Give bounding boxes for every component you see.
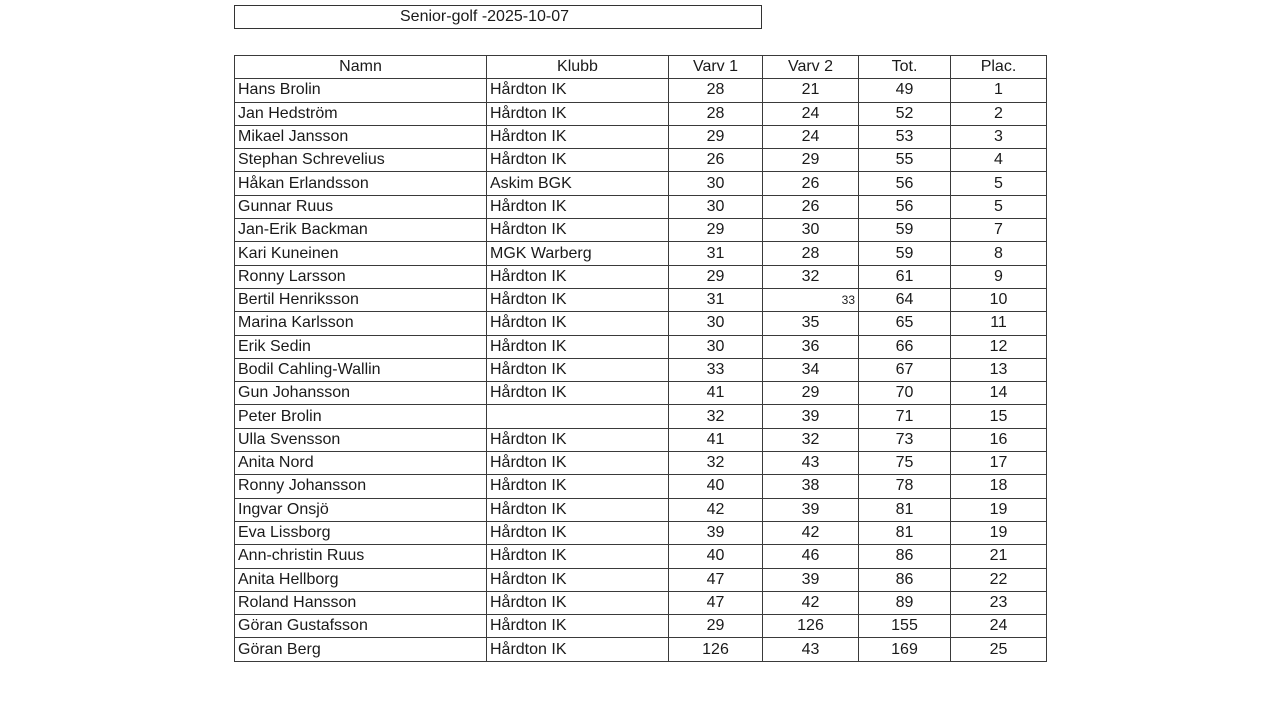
cell-place: 9 — [951, 265, 1047, 288]
cell-round1: 40 — [669, 475, 763, 498]
cell-name: Gun Johansson — [235, 382, 487, 405]
header-club: Klubb — [487, 56, 669, 79]
cell-round2: 39 — [763, 568, 859, 591]
cell-total: 55 — [859, 149, 951, 172]
cell-total: 65 — [859, 312, 951, 335]
cell-round2: 24 — [763, 125, 859, 148]
cell-club: Hårdton IK — [487, 382, 669, 405]
cell-name: Peter Brolin — [235, 405, 487, 428]
cell-club: Hårdton IK — [487, 335, 669, 358]
cell-club: Hårdton IK — [487, 265, 669, 288]
cell-club: Hårdton IK — [487, 521, 669, 544]
cell-round2: 29 — [763, 382, 859, 405]
table-row — [235, 638, 1047, 661]
cell-round1: 32 — [669, 405, 763, 428]
cell-round1: 26 — [669, 149, 763, 172]
cell-club — [487, 405, 669, 428]
cell-round1: 126 — [669, 638, 763, 661]
table-row — [235, 475, 1047, 498]
cell-round2: 39 — [763, 405, 859, 428]
cell-round2: 43 — [763, 452, 859, 475]
cell-place: 22 — [951, 568, 1047, 591]
cell-club: Hårdton IK — [487, 79, 669, 102]
cell-round1: 41 — [669, 382, 763, 405]
cell-name: Jan-Erik Backman — [235, 219, 487, 242]
table-row — [235, 521, 1047, 544]
cell-round2: 24 — [763, 102, 859, 125]
cell-round2: 30 — [763, 219, 859, 242]
cell-round1: 39 — [669, 521, 763, 544]
cell-total: 56 — [859, 195, 951, 218]
cell-place: 19 — [951, 498, 1047, 521]
table-row — [235, 242, 1047, 265]
table-row — [235, 358, 1047, 381]
cell-total: 64 — [859, 288, 951, 311]
cell-total: 70 — [859, 382, 951, 405]
cell-total: 155 — [859, 615, 951, 638]
cell-total: 49 — [859, 79, 951, 102]
cell-total: 86 — [859, 568, 951, 591]
cell-total: 71 — [859, 405, 951, 428]
cell-name: Ulla Svensson — [235, 428, 487, 451]
cell-round2: 126 — [763, 615, 859, 638]
cell-place: 5 — [951, 195, 1047, 218]
document-title: Senior-golf -2025-10-07 — [234, 5, 762, 29]
cell-round2: 29 — [763, 149, 859, 172]
cell-place: 24 — [951, 615, 1047, 638]
cell-place: 11 — [951, 312, 1047, 335]
cell-club: Hårdton IK — [487, 219, 669, 242]
cell-name: Kari Kuneinen — [235, 242, 487, 265]
cell-place: 5 — [951, 172, 1047, 195]
cell-name: Ronny Johansson — [235, 475, 487, 498]
cell-total: 169 — [859, 638, 951, 661]
cell-name: Mikael Jansson — [235, 125, 487, 148]
cell-total: 78 — [859, 475, 951, 498]
cell-place: 12 — [951, 335, 1047, 358]
cell-club: Hårdton IK — [487, 615, 669, 638]
cell-total: 53 — [859, 125, 951, 148]
cell-round1: 29 — [669, 265, 763, 288]
cell-place: 16 — [951, 428, 1047, 451]
cell-name: Hans Brolin — [235, 79, 487, 102]
cell-round2: 21 — [763, 79, 859, 102]
cell-club: Hårdton IK — [487, 545, 669, 568]
cell-round2: 32 — [763, 428, 859, 451]
cell-name: Anita Nord — [235, 452, 487, 475]
cell-name: Roland Hansson — [235, 591, 487, 614]
cell-name: Göran Berg — [235, 638, 487, 661]
table-row — [235, 219, 1047, 242]
table-row — [235, 405, 1047, 428]
cell-name: Göran Gustafsson — [235, 615, 487, 638]
cell-round2: 26 — [763, 195, 859, 218]
cell-club: Hårdton IK — [487, 591, 669, 614]
header-round1: Varv 1 — [669, 56, 763, 79]
cell-place: 7 — [951, 219, 1047, 242]
cell-total: 86 — [859, 545, 951, 568]
table-row — [235, 125, 1047, 148]
cell-round2: 35 — [763, 312, 859, 335]
cell-round1: 47 — [669, 591, 763, 614]
cell-name: Anita Hellborg — [235, 568, 487, 591]
cell-round2: 38 — [763, 475, 859, 498]
cell-round1: 33 — [669, 358, 763, 381]
cell-round2: 32 — [763, 265, 859, 288]
cell-total: 81 — [859, 521, 951, 544]
cell-total: 56 — [859, 172, 951, 195]
cell-place: 2 — [951, 102, 1047, 125]
cell-round2: 34 — [763, 358, 859, 381]
cell-round2: 46 — [763, 545, 859, 568]
cell-club: Hårdton IK — [487, 288, 669, 311]
cell-name: Stephan Schrevelius — [235, 149, 487, 172]
cell-place: 19 — [951, 521, 1047, 544]
table-row — [235, 79, 1047, 102]
cell-round1: 28 — [669, 79, 763, 102]
cell-name: Eva Lissborg — [235, 521, 487, 544]
cell-place: 21 — [951, 545, 1047, 568]
cell-name: Bodil Cahling-Wallin — [235, 358, 487, 381]
cell-place: 8 — [951, 242, 1047, 265]
cell-name: Håkan Erlandsson — [235, 172, 487, 195]
cell-round2: 26 — [763, 172, 859, 195]
cell-total: 67 — [859, 358, 951, 381]
cell-club: Hårdton IK — [487, 452, 669, 475]
cell-place: 17 — [951, 452, 1047, 475]
header-name: Namn — [235, 56, 487, 79]
cell-round2: 33 — [763, 288, 859, 311]
cell-place: 1 — [951, 79, 1047, 102]
cell-club: Hårdton IK — [487, 358, 669, 381]
cell-name: Bertil Henriksson — [235, 288, 487, 311]
cell-round2: 28 — [763, 242, 859, 265]
table-row — [235, 102, 1047, 125]
cell-name: Gunnar Ruus — [235, 195, 487, 218]
cell-name: Ann-christin Ruus — [235, 545, 487, 568]
cell-club: Hårdton IK — [487, 498, 669, 521]
table-header-row — [235, 56, 1047, 79]
cell-round1: 29 — [669, 125, 763, 148]
cell-round1: 28 — [669, 102, 763, 125]
table-row — [235, 195, 1047, 218]
cell-total: 66 — [859, 335, 951, 358]
cell-round1: 41 — [669, 428, 763, 451]
cell-club: Hårdton IK — [487, 102, 669, 125]
cell-total: 59 — [859, 219, 951, 242]
cell-club: Hårdton IK — [487, 638, 669, 661]
cell-place: 10 — [951, 288, 1047, 311]
cell-club: Hårdton IK — [487, 475, 669, 498]
cell-club: Hårdton IK — [487, 428, 669, 451]
table-row — [235, 591, 1047, 614]
cell-place: 13 — [951, 358, 1047, 381]
cell-round1: 40 — [669, 545, 763, 568]
cell-club: Hårdton IK — [487, 568, 669, 591]
cell-round1: 32 — [669, 452, 763, 475]
cell-club: Askim BGK — [487, 172, 669, 195]
cell-name: Ronny Larsson — [235, 265, 487, 288]
table-row — [235, 312, 1047, 335]
cell-club: Hårdton IK — [487, 149, 669, 172]
cell-round2: 36 — [763, 335, 859, 358]
cell-round1: 47 — [669, 568, 763, 591]
cell-total: 75 — [859, 452, 951, 475]
table-row — [235, 545, 1047, 568]
cell-total: 89 — [859, 591, 951, 614]
cell-round1: 31 — [669, 242, 763, 265]
table-row — [235, 172, 1047, 195]
header-round2: Varv 2 — [763, 56, 859, 79]
cell-round1: 29 — [669, 219, 763, 242]
cell-name: Erik Sedin — [235, 335, 487, 358]
cell-round1: 30 — [669, 195, 763, 218]
table-row — [235, 568, 1047, 591]
cell-round1: 30 — [669, 312, 763, 335]
table-row — [235, 428, 1047, 451]
cell-total: 61 — [859, 265, 951, 288]
table-row — [235, 265, 1047, 288]
cell-club: Hårdton IK — [487, 125, 669, 148]
cell-round2: 42 — [763, 521, 859, 544]
cell-place: 23 — [951, 591, 1047, 614]
cell-name: Jan Hedström — [235, 102, 487, 125]
cell-place: 4 — [951, 149, 1047, 172]
table-row — [235, 382, 1047, 405]
cell-club: MGK Warberg — [487, 242, 669, 265]
cell-name: Ingvar Onsjö — [235, 498, 487, 521]
cell-round2: 43 — [763, 638, 859, 661]
cell-name: Marina Karlsson — [235, 312, 487, 335]
cell-round1: 30 — [669, 335, 763, 358]
header-total: Tot. — [859, 56, 951, 79]
cell-round1: 42 — [669, 498, 763, 521]
cell-total: 73 — [859, 428, 951, 451]
cell-place: 15 — [951, 405, 1047, 428]
cell-round1: 31 — [669, 288, 763, 311]
cell-round2: 42 — [763, 591, 859, 614]
cell-place: 25 — [951, 638, 1047, 661]
cell-round1: 29 — [669, 615, 763, 638]
table-row — [235, 452, 1047, 475]
table-row — [235, 335, 1047, 358]
cell-round1: 30 — [669, 172, 763, 195]
cell-club: Hårdton IK — [487, 195, 669, 218]
cell-place: 3 — [951, 125, 1047, 148]
cell-round2: 39 — [763, 498, 859, 521]
table-row — [235, 288, 1047, 311]
results-table — [234, 55, 1047, 662]
cell-place: 14 — [951, 382, 1047, 405]
cell-total: 52 — [859, 102, 951, 125]
table-row — [235, 615, 1047, 638]
table-row — [235, 498, 1047, 521]
cell-club: Hårdton IK — [487, 312, 669, 335]
cell-total: 59 — [859, 242, 951, 265]
table-row — [235, 149, 1047, 172]
header-place: Plac. — [951, 56, 1047, 79]
cell-total: 81 — [859, 498, 951, 521]
cell-place: 18 — [951, 475, 1047, 498]
